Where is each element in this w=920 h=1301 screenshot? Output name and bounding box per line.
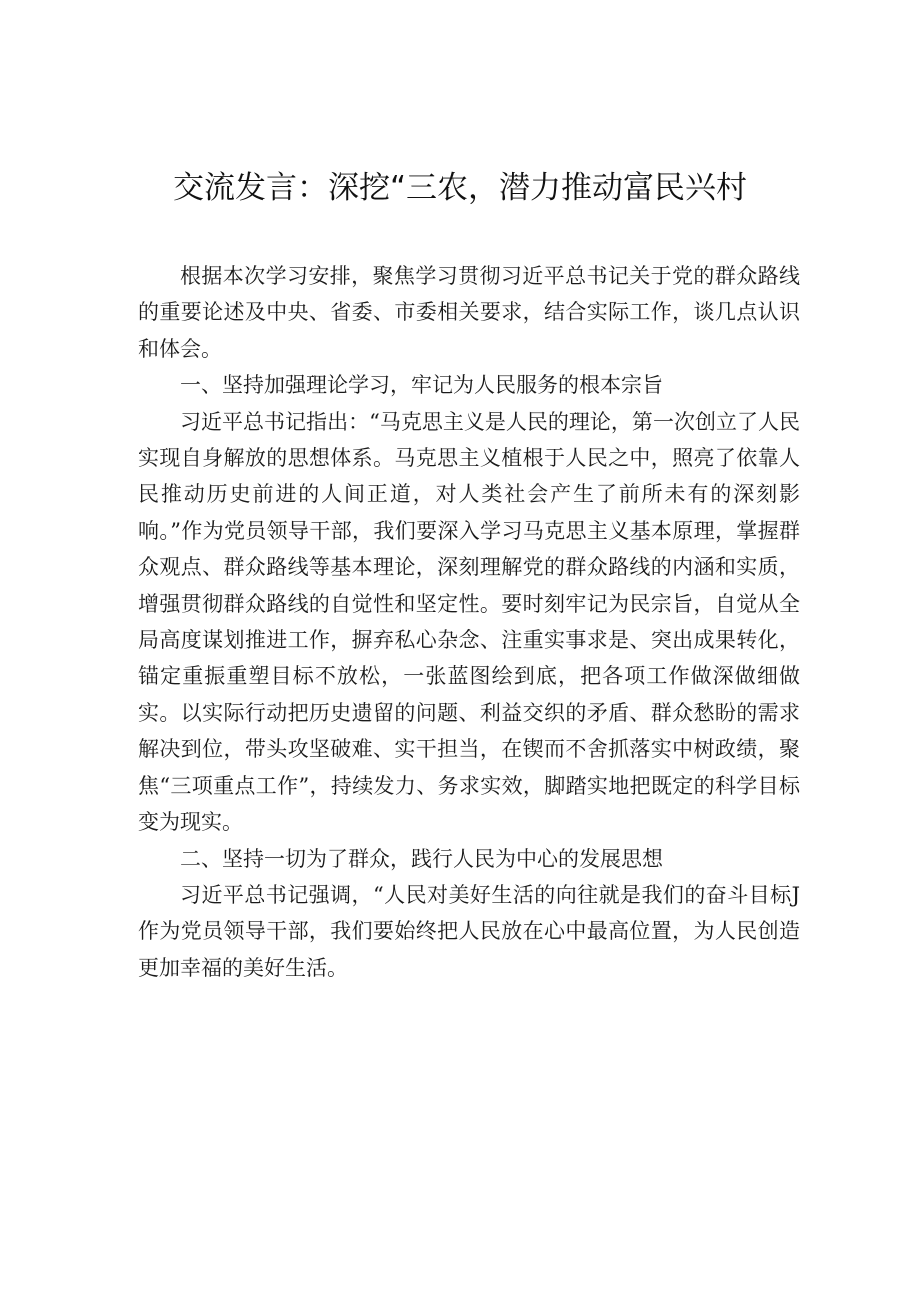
section-heading-2: 二、坚持一切为了群众，践行人民为中心的发展思想 xyxy=(180,846,663,871)
document-body xyxy=(138,258,800,986)
document-title: 交流发言：深挖“三农，潜力推动富民兴村 xyxy=(172,170,748,206)
section-2-paragraph: 习近平总书记强调，“人民对美好生活的向往就是我们的奋斗目标J作为党员领导干部，我们要始终把人民放在心中最高位置，为人民创造更加幸福的美好生活。 xyxy=(138,882,800,980)
intro-paragraph: 根据本次学习安排，聚焦学习贯彻习近平总书记关于党的群众路线的重要论述及中央、省委、市委相关要求，结合实际工作，谈几点认识和体会。 xyxy=(138,264,800,361)
section-heading-1: 一、坚持加强理论学习，牢记为人民服务的根本宗旨 xyxy=(180,373,663,398)
section-1-paragraph: 习近平总书记指出：“马克思主义是人民的理论，第一次创立了人民实现自身解放的思想体系。马克思主义植根于人民之中，照亮了依靠人民推动历史前进的人间正道，对人类社会产生了前所未有的深刻影响。”作为党员领导干部，我们要深入学习马克思主义基本原理，掌握群众观点、群众路线等基本理论，深刻理解党的群众路线的内涵和实质，增强贯彻群众路线的自觉性和坚定性。要时刻牢记为民宗旨，自觉从全局高度谋划推进工作，摒弃私心杂念、注重实事求是、突出成果转化，锚定重振重塑目标不放松，一张蓝图绘到底，把各项工作做深做细做实。以实际行动把历史遗留的问题、利益交织的矛盾、群众愁盼的需求解决到位，带头攻坚破难、实干担当，在锲而不舍抓落实中树政绩，聚焦“三项重点工作”，持续发力、务求实效，脚踏实地把既定的科学目标变为现实。 xyxy=(138,409,800,835)
